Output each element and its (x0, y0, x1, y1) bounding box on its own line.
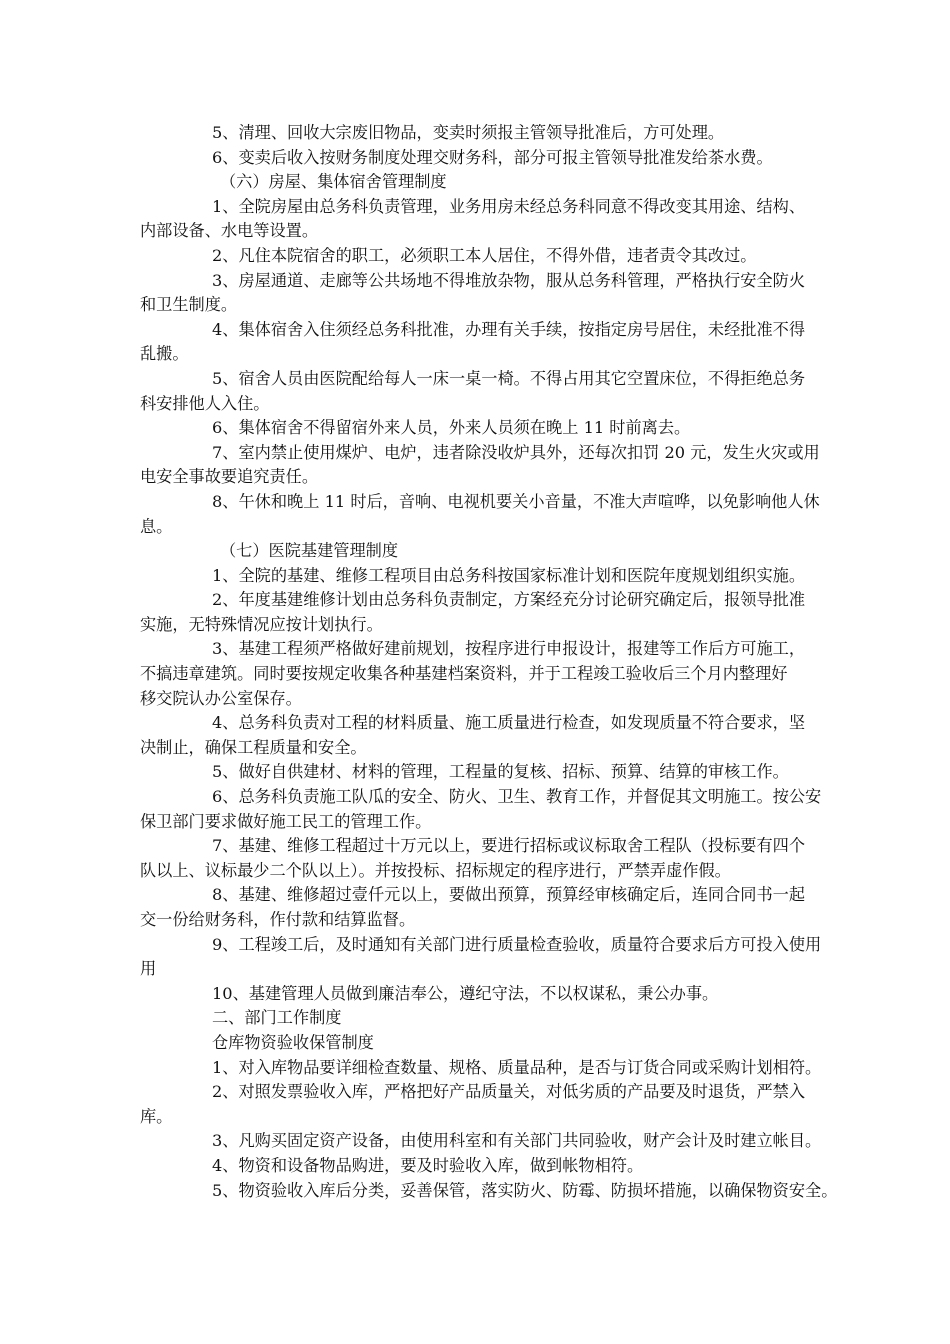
text-line: 决制止，确保工程质量和安全。 (140, 737, 367, 757)
text-line: 5、做好自供建材、材料的管理，工程量的复核、招标、预算、结算的审核工作。 (212, 762, 789, 782)
text-line: 实施，无特殊情况应按计划执行。 (140, 614, 383, 634)
text-line: 内部设备、水电等设置。 (140, 221, 319, 241)
text-line: 8、午休和晚上 11 时后，音响、电视机要关小音量，不准大声喧哗，以免影响他人休 (212, 491, 820, 511)
text-line: 1、对入库物品要详细检查数量、规格、质量品种，是否与订货合同或采购计划相符。 (212, 1057, 822, 1077)
text-line: 9、工程竣工后，及时通知有关部门进行质量检查验收，质量符合要求后方可投入使用 (212, 934, 822, 954)
text-line: 队以上、议标最少二个队以上）。并按投标、招标规定的程序进行，严禁弄虚作假。 (140, 860, 731, 880)
text-line: 4、集体宿舍入住须经总务科批准，办理有关手续，按指定房号居住，未经批准不得 (212, 319, 806, 339)
text-line: 7、基建、维修工程超过十万元以上，要进行招标或议标取舍工程队（投标要有四个 (212, 836, 806, 856)
text-line: 1、全院的基建、维修工程项目由总务科按国家标准计划和医院年度规划组织实施。 (212, 565, 806, 585)
text-line: 电安全事故要追究责任。 (140, 467, 319, 487)
text-line: 4、物资和设备物品购进，要及时验收入库，做到帐物相符。 (212, 1155, 644, 1175)
text-line: 7、室内禁止使用煤炉、电炉，违者除没收炉具外，还每次扣罚 20 元，发生火灾或用 (212, 442, 820, 462)
text-line: 4、总务科负责对工程的材料质量、施工质量进行检查，如发现质量不符合要求，坚 (212, 713, 806, 733)
text-line: 3、房屋通道、走廊等公共场地不得堆放杂物，服从总务科管理，严格执行安全防火 (212, 270, 806, 290)
text-line: 库。 (140, 1106, 173, 1126)
text-line: 1、全院房屋由总务科负责管理，业务用房未经总务科同意不得改变其用途、结构、 (212, 196, 806, 216)
text-line: 6、总务科负责施工队瓜的安全、防火、卫生、教育工作，并督促其文明施工。按公安 (212, 787, 822, 807)
text-line: 科安排他人入住。 (140, 393, 270, 413)
text-line: 6、变卖后收入按财务制度处理交财务科，部分可报主管领导批准发给茶水费。 (212, 147, 773, 167)
text-line: 二、部门工作制度 (212, 1008, 342, 1028)
text-line: 3、基建工程须严格做好建前规划，按程序进行申报设计，报建等工作后方可施工， (212, 639, 806, 659)
text-line: 5、宿舍人员由医院配给每人一床一桌一椅。不得占用其它空置床位，不得拒绝总务 (212, 368, 806, 388)
text-line: 3、凡购买固定资产设备，由使用科室和有关部门共同验收，财产会计及时建立帐目。 (212, 1131, 822, 1151)
text-line: 2、对照发票验收入库，严格把好产品质量关，对低劣质的产品要及时退货，严禁入 (212, 1082, 806, 1102)
text-line: 交一份给财务科，作付款和结算监督。 (140, 910, 416, 929)
text-line: 5、物资验收入库后分类，妥善保管，落实防火、防霉、防损坏措施，以确保物资安全。 (212, 1180, 838, 1200)
text-line: 不搞违章建筑。同时要按规定收集各种基建档案资料，并于工程竣工验收后三个月内整理好 (140, 664, 788, 684)
text-line: 5、清理、回收大宗废旧物品，变卖时须报主管领导批准后，方可处理。 (212, 123, 725, 142)
text-line: 10、基建管理人员做到廉洁奉公，遵纪守法，不以权谋私，秉公办事。 (212, 983, 719, 1003)
text-line: 2、凡住本院宿舍的职工，必须职工本人居住，不得外借，违者责令其改过。 (212, 245, 757, 265)
text-line: 6、集体宿舍不得留宿外来人员，外来人员须在晚上 11 时前离去。 (212, 418, 691, 438)
text-line: 乱搬。 (140, 344, 189, 364)
text-line: 2、年度基建维修计划由总务科负责制定，方案经充分讨论研究确定后，报领导批准 (212, 590, 806, 610)
document-body (140, 121, 838, 1203)
text-line: 用 (140, 959, 157, 979)
text-line: 保卫部门要求做好施工民工的管理工作。 (140, 811, 432, 831)
text-line: （六）房屋、集体宿舍管理制度 (220, 172, 447, 192)
text-line: 仓库物资验收保管制度 (212, 1032, 374, 1052)
text-line: 8、基建、维修超过壹仟元以上，要做出预算，预算经审核确定后，连同合同书一起 (212, 885, 806, 905)
text-line: （七）医院基建管理制度 (220, 541, 399, 561)
text-line: 移交院认办公室保存。 (140, 688, 302, 708)
text-line: 和卫生制度。 (140, 295, 238, 315)
text-line: 息。 (140, 516, 173, 536)
